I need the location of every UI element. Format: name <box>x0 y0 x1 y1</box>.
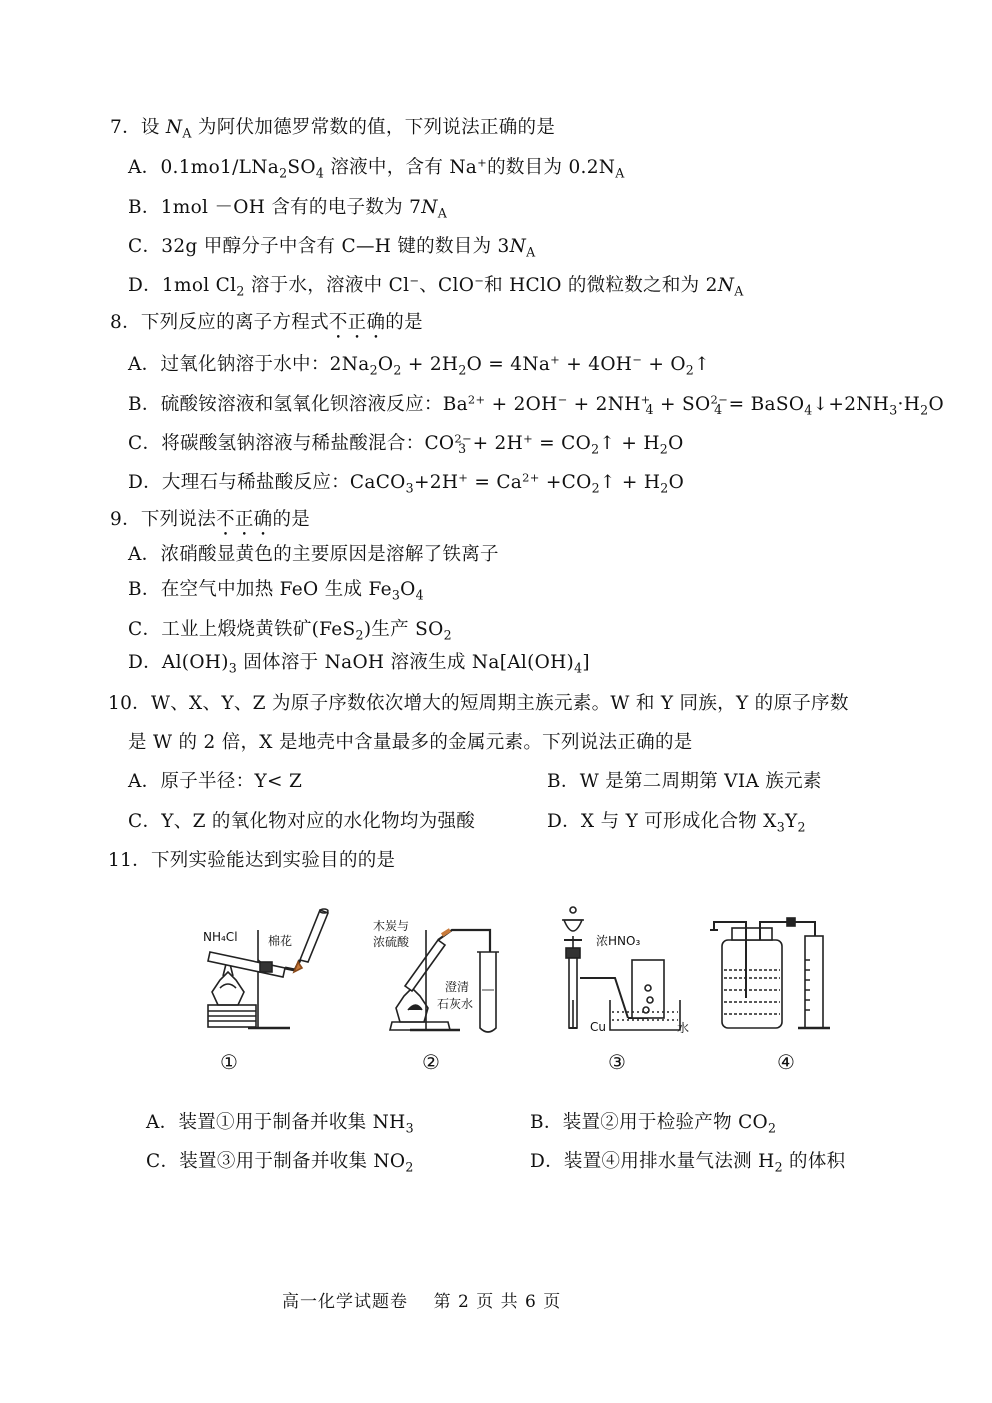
q11-stem: 11．下列实验能达到实验目的的是 <box>108 850 396 871</box>
q8-option-d: D．大理石与稀盐酸反应：CaCO$_3$+2H+ = $Ca^{2+}$ $+CO_2↑ + H_2O$ <box>128 470 685 496</box>
apparatus-figure <box>190 900 840 1040</box>
q9-option-c: C．工业上煅烧黄铁矿(FeS$_2$)生产 $SO_2$ <box>128 619 452 643</box>
q11-option-a: A．装置①用于制备并收集 $NH_3$ <box>146 1112 414 1136</box>
figure-number-2: ② <box>422 1050 440 1074</box>
q8-option-c: C．将碳酸氢钠溶液与稀盐酸混合：$CO^{2-}_3 + 2H^+$ = $CO_2↑ + H_2O$ <box>128 431 684 457</box>
q7-option-c: C．32g 甲醇分子中含有 C—H 键的数目为 $3N_A$ <box>128 236 536 260</box>
q10-stem-line1: 10．W、X、Y、Z 为原子序数依次增大的短周期主族元素。W 和 Y 同族，Y 的原子序数 <box>108 693 849 714</box>
q10-option-d: D．X 与 Y 可形成化合物 $X_3Y_2$ <box>547 811 806 835</box>
figure-number-1: ① <box>220 1050 238 1074</box>
q8-option-a: A．过氧化钠溶于水中：$2Na_2O_2 + 2H_2O = 4Na^+ + 4OH^-$ + $O_2↑$ <box>128 352 710 378</box>
page-footer: 高一化学试题卷 第 2 页 共 6 页 <box>282 1292 562 1312</box>
q11-option-c: C．装置③用于制备并收集 $NO_2$ <box>146 1151 414 1175</box>
q11-option-b: B．装置②用于检验产物 $CO_2$ <box>530 1112 777 1136</box>
q9-option-d: D．$Al(OH)_3$ 固体溶于 NaOH 溶液生成 $Na[Al(OH)_4]$ <box>128 652 590 676</box>
label-limewater-1: 澄清 <box>445 980 470 994</box>
figure-number-4: ④ <box>777 1050 795 1074</box>
q9-stem: 9．下列说法不正确的是 <box>110 509 311 530</box>
label-cotton: 棉花 <box>268 934 293 948</box>
q11-option-d: D．装置④用排水量气法测 $H_2$ 的体积 <box>530 1151 846 1175</box>
q10-stem-line2: 是 W 的 2 倍，X 是地壳中含量最多的金属元素。下列说法正确的是 <box>128 732 693 753</box>
q7-option-a: A．$0.1mo1/LNa_2SO_4$ 溶液中，含有 Na+的数目为 $0.2N_A$ <box>128 155 625 181</box>
apparatus-3-drawing <box>562 907 680 1030</box>
label-limewater-2: 石灰水 <box>437 997 474 1011</box>
q7-stem: 7．设 $N_A$ 为阿伏加德罗常数的值，下列说法正确的是 <box>110 117 556 141</box>
label-charcoal-acid-2: 浓硫酸 <box>373 935 410 949</box>
apparatus-4-drawing <box>710 918 830 1028</box>
label-water: 水 <box>677 1021 690 1035</box>
q9-option-a: A．浓硝酸显黄色的主要原因是溶解了铁离子 <box>128 544 499 565</box>
q8-stem: 8．下列反应的离子方程式不正确的是 <box>110 312 423 333</box>
q10-option-c: C．Y、Z 的氧化物对应的水化物均为强酸 <box>128 811 476 832</box>
q10-option-a: A．原子半径：Y< Z <box>128 771 303 792</box>
label-cu: Cu <box>590 1020 606 1034</box>
q8-option-b: B．硫酸铵溶液和氢氧化钡溶液反应：$Ba^{2+} + 2OH^- + 2NH^+_4 + SO^{2-}_4$ = $BaSO_4↓+2NH_3\cdot H_2O$ <box>128 392 944 418</box>
q7-option-b: B．1mol －OH 含有的电子数为 $7N_A$ <box>128 197 448 221</box>
apparatus-1-drawing <box>208 909 328 1028</box>
label-charcoal-acid-1: 木炭与 <box>373 919 410 933</box>
q10-option-b: B．W 是第二周期第 VIA 族元素 <box>547 771 822 792</box>
label-nh4cl: NH₄Cl <box>203 930 238 944</box>
label-hno3: 浓HNO₃ <box>596 934 641 948</box>
q9-option-b: B．在空气中加热 FeO 生成 $Fe_3O_4$ <box>128 579 424 603</box>
q7-option-d: D．1mol $Cl_2$ 溶于水，溶液中 Cl−、ClO−和 HClO 的微粒数之和为 $2N_A$ <box>128 273 744 299</box>
figure-number-3: ③ <box>608 1050 626 1074</box>
